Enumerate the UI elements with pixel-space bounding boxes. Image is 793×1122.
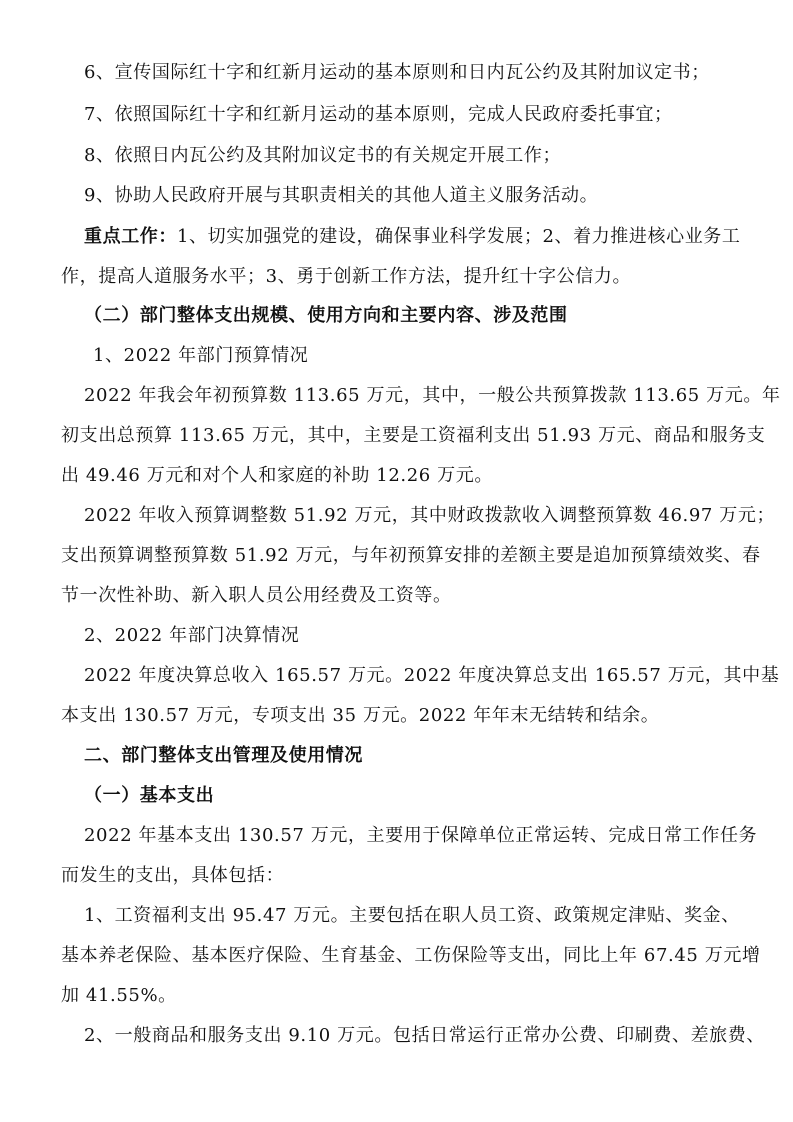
paragraph-line: 加 41.55%。 (61, 985, 177, 1006)
subsection-title-final-accounts: 2、2022 年部门决算情况 (84, 625, 300, 646)
paragraph-line: 2022 年收入预算调整数 51.92 万元，其中财政拨款收入调整预算数 46.97 万元； (84, 505, 776, 526)
list-item-8: 8、依照日内瓦公约及其附加议定书的有关规定开展工作； (84, 145, 562, 166)
paragraph-line: 出 49.46 万元和对个人和家庭的补助 12.26 万元。 (61, 465, 493, 486)
paragraph-line: 而发生的支出，具体包括： (61, 865, 285, 886)
list-item-9: 9、协助人民政府开展与其职责相关的其他人道主义服务活动。 (84, 185, 599, 206)
paragraph-line: 2022 年基本支出 130.57 万元，主要用于保障单位正常运转、完成日常工作任务 (84, 825, 758, 846)
paragraph-line: 节一次性补助、新入职人员公用经费及工资等。 (61, 585, 452, 606)
paragraph-line: 2022 年度决算总收入 165.57 万元。2022 年度决算总支出 165.57 万元，其中基 (84, 665, 780, 686)
key-work-line-2: 作，提高人道服务水平；3、勇于创新工作方法，提升红十字公信力。 (61, 266, 632, 287)
paragraph-line: 支出预算调整预算数 51.92 万元，与年初预算安排的差额主要是追加预算绩效奖、春 (61, 545, 761, 566)
paragraph-line: 基本养老保险、基本医疗保险、生育基金、工伤保险等支出，同比上年 67.45 万元增 (61, 945, 761, 966)
paragraph-line: 本支出 130.57 万元，专项支出 35 万元。2022 年年末无结转和结余。 (61, 705, 660, 726)
section-heading-management: 二、部门整体支出管理及使用情况 (84, 745, 363, 766)
key-work-line-1 (0, 224, 793, 250)
key-work-label: 重点工作： (84, 226, 177, 247)
paragraph-line: 2、一般商品和服务支出 9.10 万元。包括日常运行正常办公费、印刷费、差旅费、 (84, 1025, 765, 1046)
paragraph-line: 2022 年我会年初预算数 113.65 万元，其中，一般公共预算拨款 113.65 万元。年 (84, 385, 781, 406)
key-work-text: 1、切实加强党的建设，确保事业科学发展；2、着力推进核心业务工 (177, 226, 741, 247)
paragraph-line: 1、工资福利支出 95.47 万元。主要包括在职人员工资、政策规定津贴、奖金、 (84, 905, 740, 926)
paragraph-line: 初支出总预算 113.65 万元，其中，主要是工资福利支出 51.93 万元、商品和服务支 (61, 425, 766, 446)
list-item-6: 6、宣传国际红十字和红新月运动的基本原则和日内瓦公约及其附加议定书； (84, 62, 710, 83)
section-heading-scale: （二）部门整体支出规模、使用方向和主要内容、涉及范围 (84, 305, 568, 326)
list-item-7: 7、依照国际红十字和红新月运动的基本原则，完成人民政府委托事宜； (84, 104, 673, 125)
subsection-title-budget: 1、2022 年部门预算情况 (93, 345, 309, 366)
subsection-heading-basic-expenditure: （一）基本支出 (84, 785, 215, 806)
